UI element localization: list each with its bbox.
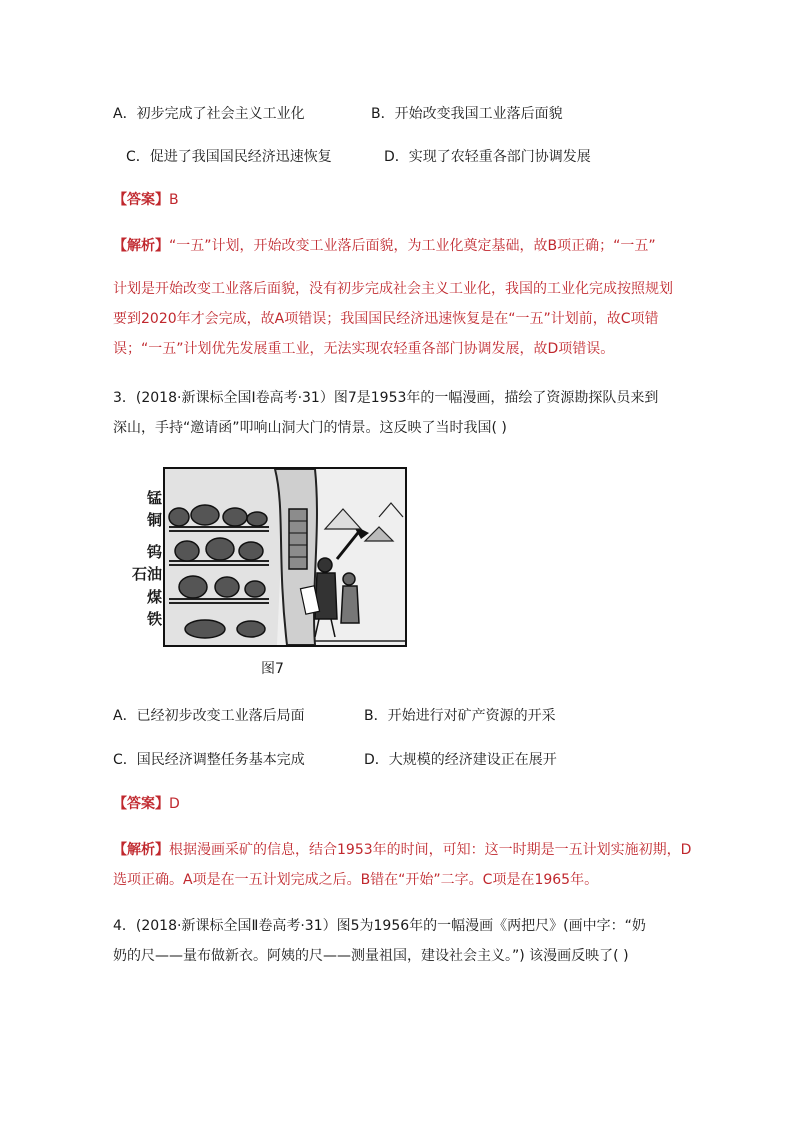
figure-label-copper: 铜 [146,511,162,529]
q3-analysis-tag: 【解析】 [113,842,169,858]
q3-answer-value: D [169,796,180,812]
q3-option-a: A．已经初步改变工业落后局面 [113,708,305,724]
q3-answer-tag: 【答案】 [113,796,169,812]
q2-option-a: A．初步完成了社会主义工业化 [113,106,305,122]
q2-answer [113,190,179,210]
q3-option-d: D．大规模的经济建设正在展开 [364,752,557,768]
q2-option-b: B．开始改变我国工业落后面貌 [371,106,563,122]
figure-label-coal: 煤 [146,588,162,606]
figure-label-oil: 石油 [131,565,162,583]
q2-analysis-line-4: 误；“一五”计划优先发展重工业，无法实现农轻重各部门协调发展，故D项错误。 [113,341,615,357]
q3-option-b: B．开始进行对矿产资源的开采 [364,708,556,724]
q3-stem-line-2: 深山，手持“邀请函”叩响山洞大门的情景。这反映了当时我国( ) [113,420,507,436]
q3-analysis-line-2: 选项正确。A项是在一五计划完成之后。B错在“开始”二字。C项是在1965年。 [113,872,599,888]
cartoon-illustration [165,469,405,645]
q3-analysis-line-1 [113,840,691,860]
q2-analysis-line-2: 计划是开始改变工业落后面貌，没有初步完成社会主义工业化，我国的工业化完成按照规划 [113,281,673,297]
q3-option-c: C．国民经济调整任务基本完成 [113,752,305,768]
q2-analysis-text-1: “一五”计划，开始改变工业落后面貌，为工业化奠定基础，故B项正确；“一五” [169,238,656,254]
q2-answer-value: B [169,192,179,208]
q3-stem-line-1: 3．(2018·新课标全国Ⅰ卷高考·31）图7是1953年的一幅漫画，描绘了资源勘探队员来到 [113,390,659,406]
q2-answer-tag: 【答案】 [113,192,169,208]
q2-option-d: D．实现了农轻重各部门协调发展 [384,149,591,165]
q4-stem-line-2: 奶的尺——量布做新衣。阿姨的尺——测量祖国，建设社会主义。”) 该漫画反映了( ) [113,948,629,964]
q3-analysis-text-1: 根据漫画采矿的信息，结合1953年的时间，可知：这一时期是一五计划实施初期，D [169,842,692,858]
figure-caption: 图7 [261,661,284,677]
q2-analysis-line-1 [113,236,656,256]
figure-label-iron: 铁 [146,610,162,628]
q3-answer [113,794,180,814]
figure-label-manganese: 锰 [146,489,162,507]
q2-analysis-line-3: 要到2020年才会完成，故A项错误；我国国民经济迅速恢复是在“一五”计划前，故C项错 [113,311,659,327]
q4-stem-line-1: 4．(2018·新课标全国Ⅱ卷高考·31）图5为1956年的一幅漫画《两把尺》(画中字：“奶 [113,918,646,934]
figure-label-tungsten: 钨 [146,543,162,561]
q2-analysis-tag: 【解析】 [113,238,169,254]
q2-option-c: C．促进了我国国民经济迅速恢复 [126,149,332,165]
cartoon-figure [163,467,407,647]
